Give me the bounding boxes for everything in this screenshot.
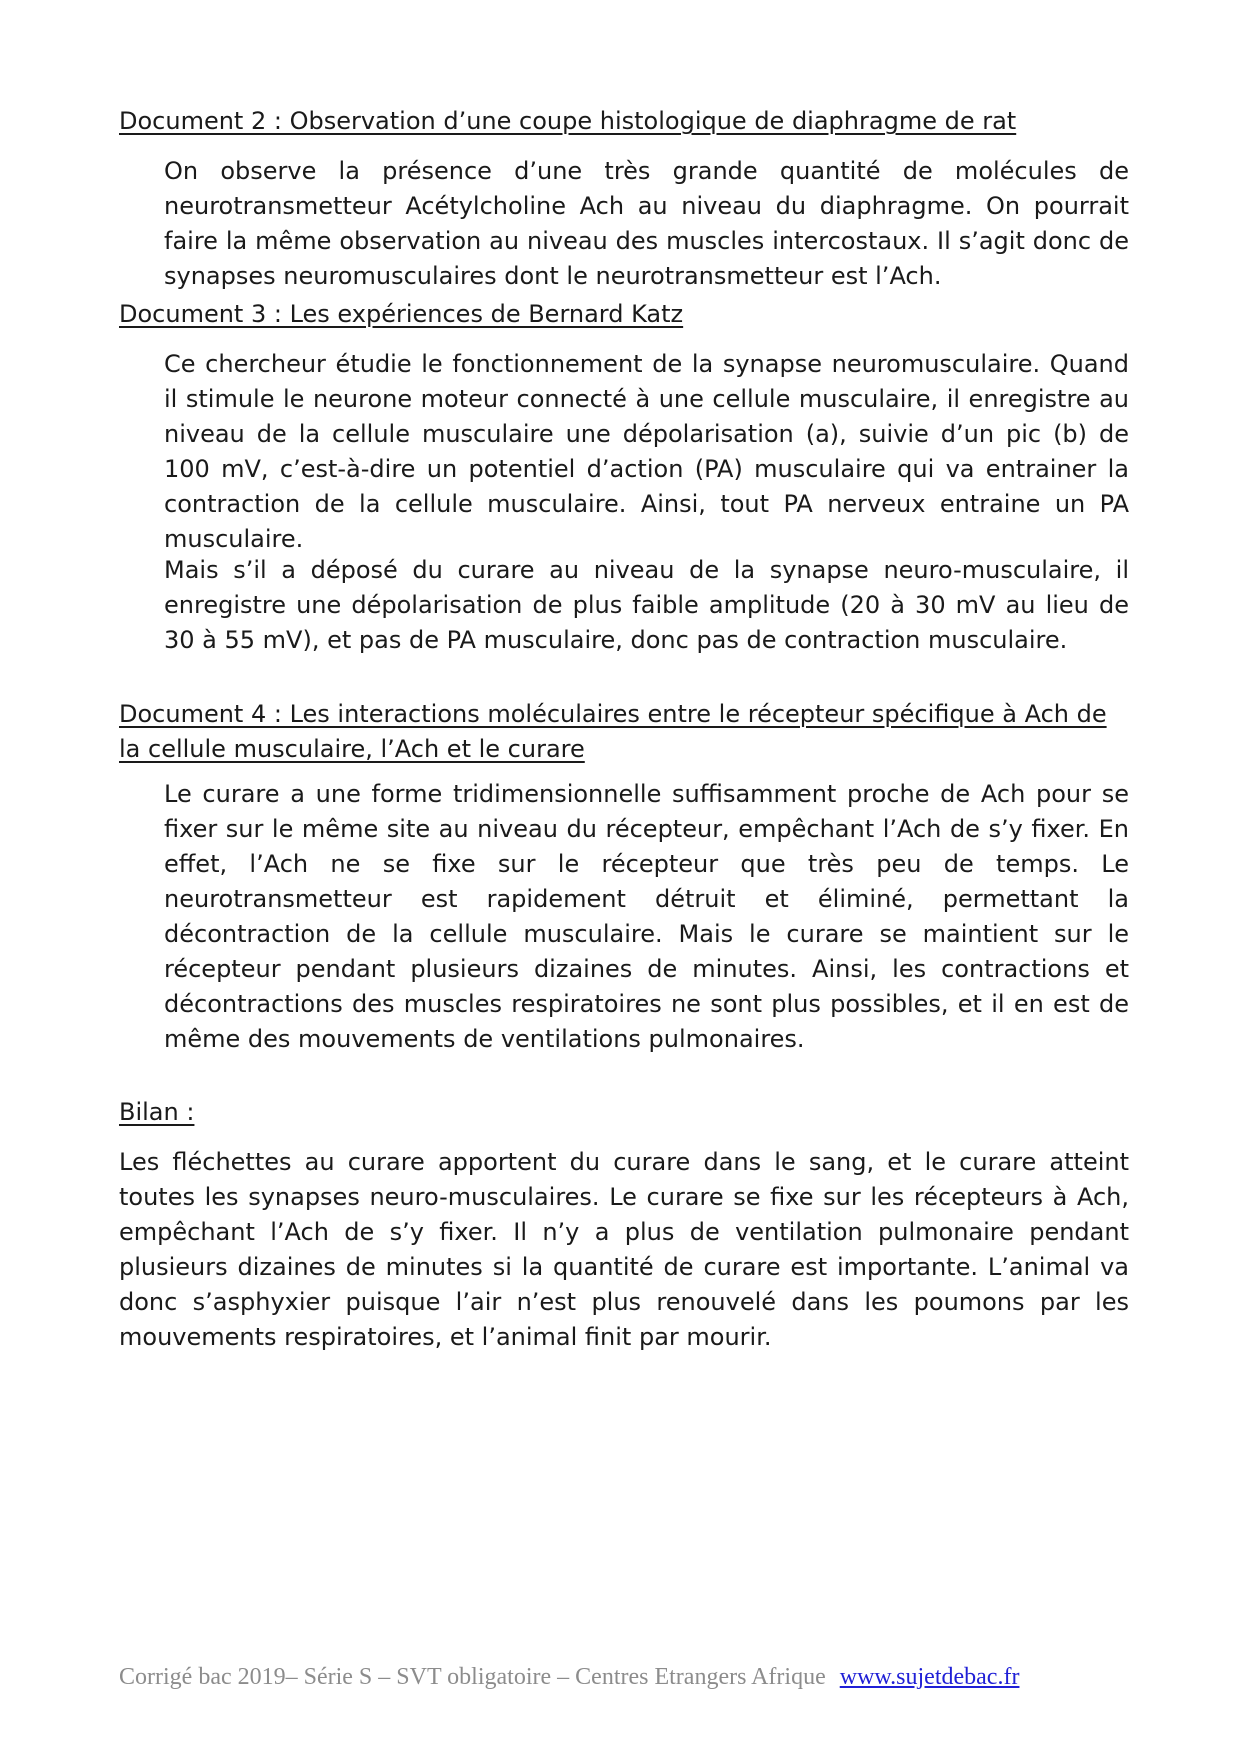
bilan-heading: Bilan :	[119, 1098, 195, 1126]
doc2-paragraph: On observe la présence d’une très grande quantité de molécules de neurotransmetteur Acétylcholine Ach au niveau du diaphragme. On pourrait faire la même observation au niveau des muscles intercostaux. Il s’agit donc de synapses neuromusculaires dont le neurotransmetteur est l’Ach.	[164, 157, 1129, 290]
doc3-paragraph-1: Ce chercheur étudie le fonctionnement de la synapse neuromusculaire. Quand il stimule le neurone moteur connecté à une cellule musculaire, il enregistre au niveau de la cellule musculaire une dépolarisation (a), suivie d’un pic (b) de 100 mV, c’est-à-dire un potentiel d’action (PA) musculaire qui va entrainer la contraction de la cellule musculaire. Ainsi, tout PA nerveux entraine un PA musculaire.	[164, 350, 1129, 553]
doc2-heading: Document 2 : Observation d’une coupe histologique de diaphragme de rat	[119, 107, 1017, 135]
footer-text: Corrigé bac 2019– Série S – SVT obligatoire – Centres Etrangers Afrique	[119, 1664, 826, 1690]
doc4-paragraph: Le curare a une forme tridimensionnelle suffisamment proche de Ach pour se fixer sur le même site au niveau du récepteur, empêchant l’Ach de s’y fixer. En effet, l’Ach ne se fixe sur le récepteur que très peu de temps. Le neurotransmetteur est rapidement détruit et éliminé, permettant la décontraction de la cellule musculaire. Mais le curare se maintient sur le récepteur pendant plusieurs dizaines de minutes. Ainsi, les contractions et décontractions des muscles respiratoires ne sont plus possibles, et il en est de même des mouvements de ventilations pulmonaires.	[164, 780, 1129, 1053]
page-footer	[119, 1662, 1129, 1692]
doc3-paragraph-2: Mais s’il a déposé du curare au niveau de la synapse neuro-musculaire, il enregistre une dépolarisation de plus faible amplitude (20 à 30 mV au lieu de 30 à 55 mV), et pas de PA musculaire, donc pas de contraction musculaire.	[164, 556, 1129, 654]
footer-link[interactable]: www.sujetdebac.fr	[839, 1664, 1020, 1690]
bilan-paragraph: Les fléchettes au curare apportent du curare dans le sang, et le curare atteint toutes les synapses neuro-musculaires. Le curare se fixe sur les récepteurs à Ach, empêchant l’Ach de s’y fixer. Il n’y a plus de ventilation pulmonaire pendant plusieurs dizaines de minutes si la quantité de curare est importante. L’animal va donc s’asphyxier puisque l’air n’est plus renouvelé dans les poumons par les mouvements respiratoires, et l’animal finit par mourir.	[119, 1148, 1129, 1351]
doc3-heading: Document 3 : Les expériences de Bernard Katz	[119, 300, 684, 328]
doc4-heading: Document 4 : Les interactions moléculaires entre le récepteur spécifique à Ach de la cellule musculaire, l’Ach et le curare	[119, 700, 1107, 763]
